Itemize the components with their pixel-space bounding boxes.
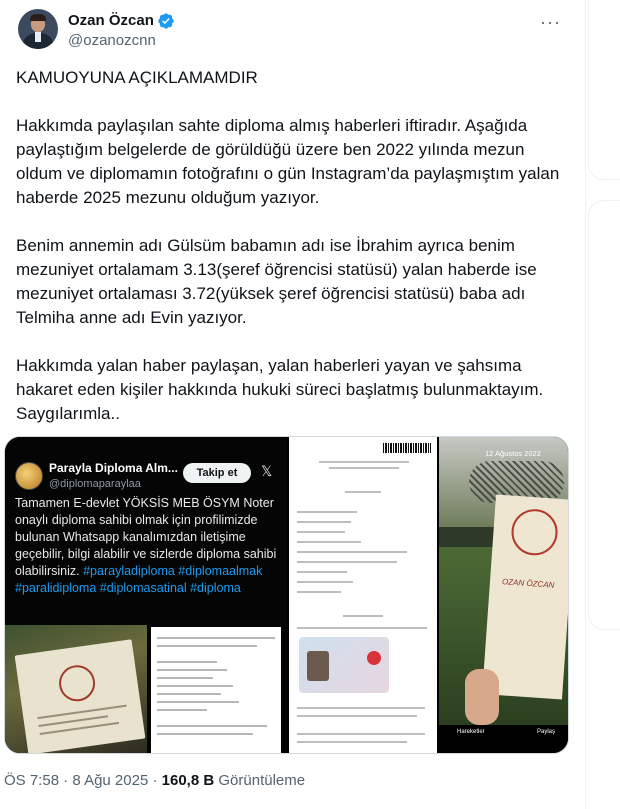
barcode-icon xyxy=(383,443,431,453)
author-handle[interactable]: @ozanozcnn xyxy=(68,32,156,49)
tweet-paragraph: Hakkımda yalan haber paylaşan, yalan haberleri yayan ve şahsıma hakaret eden kişiler hakkında hukuki süreci başlatmış bulunmaktayım. Saygılarımla.. xyxy=(16,356,544,423)
tweet-paragraph: Benim annemin adı Gülsüm babamın adı ise İbrahim ayrıca benim mezuniyet ortalamam 3.13(şeref öğrencisi statüsü) yalan haberde ise mezuniyet ortalaması 3.72(yüksek şeref öğrencisi statüsü) baba adı Telmiha anne adı Evin yazıyor. xyxy=(16,236,537,327)
diploma-paper xyxy=(15,639,146,754)
story-bottom-bar xyxy=(439,725,569,754)
author-display-name[interactable]: Ozan Özcan xyxy=(68,12,154,29)
hand-image xyxy=(465,669,499,725)
university-seal-icon xyxy=(57,663,98,704)
tweet-text xyxy=(16,66,569,426)
tweet-meta: ÖS 7:58 · 8 Ağu 2025 · 160,8 B Görüntüleme xyxy=(4,772,306,789)
story-date: 12 Ağustos 2022 xyxy=(485,449,541,458)
tweet-paragraph: Hakkımda paylaşılan sahte diploma almış haberleri iftiradır. Aşağıda paylaştığım belgelerde de görüldüğü üzere ben 2022 yılında mezun oldum ve diplomamın fotoğrafını o gün Instagram’da paylaşmıştım yalan haberde 2025 mezunu olduğum yazıyor. xyxy=(16,116,560,207)
author-names xyxy=(68,11,175,51)
document-image xyxy=(151,627,281,754)
screenshot-account-name: Parayla Diploma Alm... xyxy=(49,461,178,475)
screenshot-account-avatar xyxy=(15,462,43,490)
tweet-date[interactable]: 8 Ağu 2025 xyxy=(72,772,149,789)
story-share-label: Paylaş xyxy=(537,729,556,735)
id-card-image xyxy=(299,637,389,693)
right-sidebar xyxy=(585,0,620,809)
screenshot-post-text: Tamamen E-devlet YÖKSİS MEB ÖSYM Noter onaylı diploma sahibi olmak için profilimizde bulunan Whatsapp kanalımızdan iletişime geçebilir, bilgi alabilir ve sizlerde diploma sahibi olabilirsiniz. #parayladiploma #diplomaalmak #paralidiploma #diplomasatinal #diploma xyxy=(15,496,277,595)
views-label: Görüntüleme xyxy=(218,772,306,789)
x-logo-icon: 𝕏 xyxy=(261,463,273,479)
views-count: 160,8 B xyxy=(161,772,215,789)
media-image-screenshot[interactable] xyxy=(5,437,287,754)
diploma-paper xyxy=(482,494,569,699)
story-activity-label: Hareketler xyxy=(457,729,485,735)
tweet-header xyxy=(16,0,569,64)
media-image-story[interactable] xyxy=(439,437,569,754)
sidebar-card xyxy=(588,200,620,630)
more-options-icon[interactable]: ··· xyxy=(540,12,561,32)
diploma-name: OZAN ÖZCAN xyxy=(501,577,555,590)
media-image-document[interactable] xyxy=(289,437,437,754)
verified-badge-icon xyxy=(157,12,175,30)
tweet-media-grid[interactable] xyxy=(4,436,569,754)
tweet xyxy=(0,0,585,426)
tweet-time[interactable]: ÖS 7:58 xyxy=(4,772,60,789)
avatar[interactable] xyxy=(18,9,58,49)
screenshot-account-handle: @diplomaparaylaa xyxy=(49,478,141,490)
tweet-paragraph: KAMUOYUNA AÇIKLAMAMDIR xyxy=(16,68,258,87)
university-seal-icon xyxy=(510,508,559,557)
sidebar-card xyxy=(588,0,620,180)
screenshot-hashtags: #parayladiploma #diplomaalmak #paralidiploma #diplomasatinal #diploma xyxy=(15,564,263,595)
screenshot-follow-button: Takip et xyxy=(183,463,251,483)
